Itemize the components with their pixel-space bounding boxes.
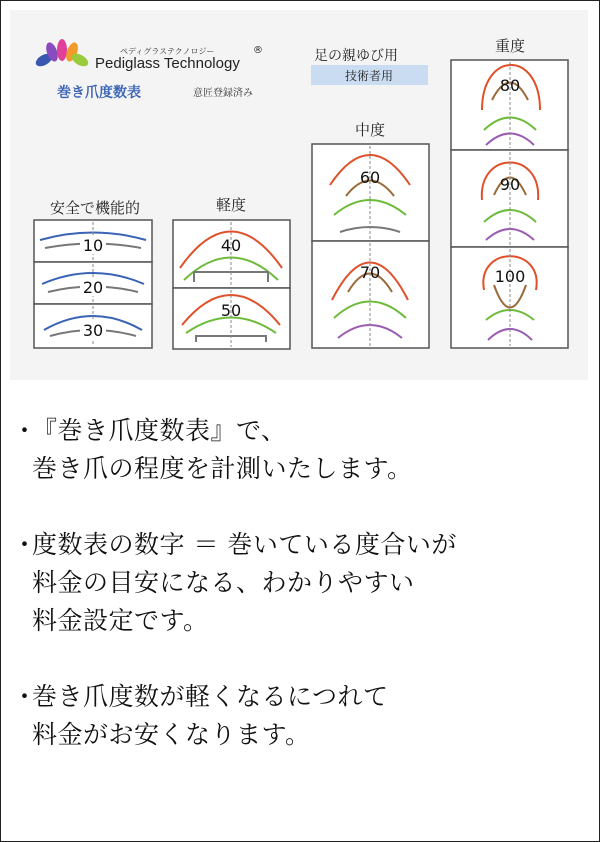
nail-degree-chart xyxy=(10,10,588,380)
value-100: 100 xyxy=(494,267,526,286)
value-70: 70 xyxy=(359,263,381,282)
value-60: 60 xyxy=(359,168,381,187)
bullet-2-line-3: 料金設定です。 xyxy=(32,606,209,635)
logo-registered: ® xyxy=(253,45,263,56)
table-title: 巻き爪度数表 xyxy=(57,85,141,101)
cell-100 xyxy=(451,247,568,348)
target-note: 足の親ゆび用 xyxy=(314,48,398,64)
flower-logo-icon xyxy=(34,39,91,69)
group-label-safe: 安全で機能的 xyxy=(49,199,141,217)
registered-note: 意匠登録済み xyxy=(193,88,253,99)
group-label-moderate: 中度 xyxy=(354,121,386,139)
bullet-mark: ・ xyxy=(12,530,38,559)
value-10: 10 xyxy=(82,236,104,255)
bullet-item xyxy=(12,678,590,754)
bullet-item xyxy=(12,412,590,488)
logo-brand: Pediglass Technology xyxy=(95,55,240,72)
group-label-mild: 軽度 xyxy=(215,196,247,214)
value-20: 20 xyxy=(82,278,104,297)
bullet-1-line-2: 巻き爪の程度を計測いたします。 xyxy=(32,454,413,483)
bullet-item xyxy=(12,526,590,640)
bullet-mark: ・ xyxy=(12,416,38,445)
value-30: 30 xyxy=(82,321,104,340)
bullet-2-line-2: 料金の目安になる、わかりやすい xyxy=(32,568,415,597)
nail-degree-table-image xyxy=(10,10,588,380)
logo xyxy=(34,39,263,72)
group-label-severe: 重度 xyxy=(494,37,526,55)
value-50: 50 xyxy=(220,301,242,320)
value-80: 80 xyxy=(499,76,521,95)
staff-badge: 技術者用 xyxy=(344,69,394,83)
bullet-mark: ・ xyxy=(12,682,38,711)
bullet-2-line-1: 度数表の数字 ＝ 巻いている度合いが xyxy=(32,530,457,559)
value-40: 40 xyxy=(220,236,242,255)
logo-katakana: ペディグラステクノロジー xyxy=(120,47,215,56)
bullet-3-line-2: 料金がお安くなります。 xyxy=(32,720,311,749)
bullet-list xyxy=(12,412,590,792)
value-90: 90 xyxy=(499,175,521,194)
bullet-1-line-1: 『巻き爪度数表』で、 xyxy=(32,416,287,445)
bullet-3-line-1: 巻き爪度数が軽くなるにつれて xyxy=(32,682,389,711)
